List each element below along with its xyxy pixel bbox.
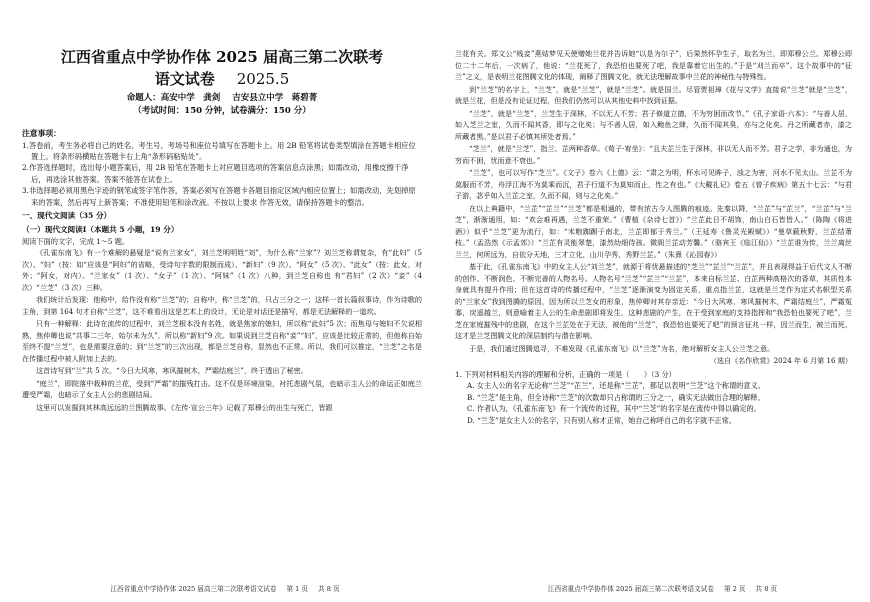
- article-left: [22, 247, 422, 413]
- footer-exam: 江西省重点中学协作体 2025 届高三第二次联考语文试卷: [547, 585, 714, 593]
- article-paragraph: “兰芝”，也可以写作“芝兰”。《文子》卷六《上德》云：“肃之为明，杯水可见眸子，浊之为害，河水不见太山。兰芷不为莫服而不芳，舟浮江海不为莫乘而沉，君子行道不为莫知而止，性之有也。”《大戴礼记》卷五《曾子疾病》第五十七云：“与君子游，苾乎如入兰芷之室，久而不闻，则与之化矣。”: [455, 168, 852, 200]
- article-paragraph: “兰芝”，就是“兰芝”，兰芝生于深林，不以无人不芳；君子修道立德，不为穷困而改节。”《孔子家语·六本》：“与善人居，如入芝兰之室，久而不闻其香，即与之化矣；与不善人居，如入鲍鱼之肆，久而不闻其臭，亦与之化矣。丹之所藏者赤，漆之所藏者黑。”是以君子必慎其所处者焉。”: [455, 108, 852, 141]
- question-option-a: A. 女主人公的名字无论称“兰芝”“芷兰”，还是称“兰芷”，都足以表明“兰芝”这个称谓的意义。: [467, 381, 765, 390]
- question-option-c: C. 作者认为，《孔雀东南飞》有一个流传的过程，其中“兰芝”的名字是在流传中得以确定的。: [467, 404, 761, 414]
- exam-year: 2025.5: [236, 70, 290, 88]
- read-instruction: 阅读下面的文字，完成 1～5 题。: [22, 236, 130, 246]
- right-page: [445, 0, 870, 602]
- exam-subject: [22, 69, 422, 89]
- footer-left: [0, 585, 440, 594]
- author-2: 吉安县立中学 蒋碧菁: [232, 93, 318, 103]
- exam-title: 江西省重点中学协作体 2025 届高三第二次联考: [60, 48, 384, 66]
- article-paragraph: 基于此，《孔雀东南飞》中的女主人公“刘兰芝”，就源于将忧悬描述的“芝兰”“芷兰”“兰芷”，并且表现得益于后代文人不断的创作、不断润色、不断完善的人物名号。人物名号“兰芝”“芷兰”“兰芷”，本来自标兰芷、白芷两种高格次的香草，其质性本身就具有提升作用；但在这首诗的传播过程中，“兰芝”逐渐演变为固定关系，重点指兰芷，这就是兰芝作为定式名帜型关系的“兰家女”我到图腾的原因，因为所以兰芝女的形象，焦仲卿对其存亲近：“今日大风寒，寒风摧树木，严霜结庭兰”，严霜冤寡，戾遥越兰，则意喻着主人公的生命悲剧即将发生，这种悲剧的产生，在于受到家庭的支持指挥和“我恐怕也要死了吧”，兰芝在家庭摧残中的悲剧，在这个兰芷处在于无法，被他的“兰芝”，我恐怕也要死了吧”的预言征兆一样，因兰而生，被兰而死，这才是兰芝图腾文化的深层制约与潜在影响。: [455, 262, 852, 340]
- article-paragraph: 这里可以发掘到其林高远远的兰图腾故事。《左传·宣公三年》记载了郑穆公的出生与死亡，皆跟: [36, 402, 333, 412]
- article-paragraph: 《孔雀东南飞》有一个难解的悬疑是“说有兰家女”，刘兰芝明明姓“刘”，为什么称“兰家”？刘兰芝称谓复杂，有“此妇”（5 次）、“妇”（按：如“应该是“阿妇”的省略，受诗句字数的限制而成）、“新妇”（9 次）、“阿女”（5 次）、“此女”（按：此女，对外；“阿女，对内）、“兰家女”（1 次）、“女子”（1 次）、“阿妹”（1 次）八种，到兰芝自称也 有“君妇”（2 次）“妾”（4 次）“兰芝”（3 次）三种。: [22, 248, 422, 292]
- article-paragraph: “庭兰”，即院落中栽种的兰花，受到“严霜”的摧残打击。这不仅是环境渲染，衬托悲剧气氛，也暗示主人公的命运正如庭兰遭受严霜，也暗示了女主人公的悲剧结局。: [22, 378, 422, 400]
- question-option-b: B. “兰芝”是主角，但全诗称“兰芝”的次数却只占称谓的三分之一，确实无法做出合理的解释。: [467, 392, 765, 402]
- footer-page: 第 2 页: [723, 585, 746, 593]
- section-heading: 一、现代文阅读（35 分）: [22, 210, 112, 220]
- source-note: （选自《名作欣赏》2024 年 6 月第 16 期）: [709, 356, 852, 365]
- note-item: 2.作答选择题时，选出每小题答案后，用 2B 铅笔在答题卡上对应题目选项的答案信息点涂黑；如需改动，用橡皮擦干净后，再选涂其他答案。答案不能答在试卷上。: [22, 163, 409, 184]
- footer-right: [445, 585, 870, 594]
- article-paragraph: 我们统计后发现：他称中，给作没有称“兰芝”的；自称中，称“兰芝”的，只占三分之一；这样一首长篇叙事诗，作为诗歌的主角，到第 164 句才自称“兰芝”，这不难看出这是艺术上的设计，无论是对话还是描写，都是无法解释的一道坎。: [22, 295, 422, 316]
- authors: [22, 92, 422, 105]
- question-1: [455, 369, 852, 427]
- subject-label: 语文试卷: [154, 70, 215, 88]
- article-paragraph: 只有一种解释：此诗在流传的过程中，刘兰芝根本没有名姓，就是焦家的媳妇，所以称“此妇”5 次；而焦母与媳妇不欠说相熟，焦仲卿也说“共事二三年，始尔未为久”，所以称“新妇”9 次。如果说到兰芝自称“妾”“妇”，应该是比较正常的，但他称自始至终不提“兰芝”，也是需要注意的；到“兰芝”的三次出现，都是兰芝自称，显然也不正常。所以，我们可以推定，“兰芝”之名是在传播过程中被人附加上去的。: [22, 319, 422, 363]
- article-paragraph: 这首诗写到“兰”共 5 次。“今日大风寒，寒风摧树木，严霜结庭兰”，终于透出了秘密。: [36, 366, 308, 376]
- footer-page: 第 1 页: [286, 585, 309, 593]
- note-item: 3.非选择题必须用黑色字迹的钢笔或签字笔作答，答案必须写在答题卡各题目指定区域内相应位置上；如需改动，先划掉原来的答案，然后再写上新答案；不准使用铅笔和涂改液。不按以上要求 作答无效，请保持答题卡的整洁。: [22, 186, 416, 207]
- author-1: 命题人：高安中学 龚剑: [126, 93, 221, 103]
- note-item: 1.答卷前，考生务必将自己的姓名、考生号、考场号和座位号填写在答题卡上。用 2B 铅笔将试卷类型填涂在答题卡相应位置上。将条形码横贴在答题卡右上角“条形码粘贴处”。: [22, 140, 416, 161]
- footer-exam: 江西省重点中学协作体 2025 届高三第二次联考语文试卷: [110, 585, 277, 593]
- time-info: （考试时间：150 分钟，试卷满分：150 分）: [133, 106, 311, 116]
- article-paragraph: 到“兰芝”的名字上，“兰芝”，就是“兰芝”，就是“兰芝”。就是国兰。尽管贾祖璋《花与文学》直接说“兰芝”就是“兰芝”，就是兰花，但是没有论证过程，但我们仍然可以从其他史料中找到证据。: [455, 84, 852, 105]
- notes-heading: 注意事项：: [22, 129, 61, 138]
- footer-total: 共 8 页: [318, 585, 340, 593]
- article-paragraph: 于是，我们通过图腾追寻，不难发现《孔雀东南飞》以“兰芝”为名，绝对解析女主人公兰芝之意。: [469, 343, 775, 353]
- question-option-d: D. “兰芝”是女主人公的名字，只有别人称才正常，她自己称呼自己的名字就不正常。: [467, 415, 736, 425]
- article-paragraph: “芝兰”，就是“兰芝”，指兰、芷两种香草。《荀子·宥坐》：“且夫芷兰生于深林，非以无人而不芳。君子之学，非为通也，为穷而不困，忧而意不衰也。”: [455, 144, 852, 165]
- article-right: [455, 48, 852, 354]
- subsection-heading: （一）现代文阅读Ⅰ（本题共 5 小题，19 分）: [22, 224, 179, 234]
- notes-list: [22, 140, 422, 208]
- article-paragraph: 兰花有关。郑文公“贱妾”燕姞梦见天使赠她兰花并告诉她“以是为尔子”，后果然怀孕生子，取名为兰，即郑穆公兰。郑穆公即位二十二年后，一次病了，他说：“兰花死了，我恐怕也要死了吧，我是靠着它出生的。”于是“刈兰而卒”。这个故事中的“征兰”之义，是表明兰花图腾文化的体现，阐释了图腾文化，就无法理解故事中兰花的神秘性与特殊性。: [455, 49, 852, 81]
- article-paragraph: 在以上典籍中，“兰芷”“芷兰”“兰芝”都是相通的，带有浓古今人图腾的痕迹。先秦以降，“兰芷”与“芷兰”，“兰芷”与“兰芝”，渐渐通用，如：“欢会难再遇，兰芝不重荣。”（曹植《杂诗七首》）“兰芷此日不胡饰，南山白石皆皆人。”（陈陶《将进酒》）似乎“兰芝”更为流行，如：“米粮踟蹰于南北，兰芷即郁于秀兰。”（王延寿《鲁灵光殿赋》）“曼草蔽秋野，兰芷结萧枝。”（盂浩然《示孟郊》）“兰芷有灵能翠楚，漆然幼细侍孩。微阁兰芷动芳馨。”（骆宾王《临江仙》）“兰芷谁为传，兰兰离丝兰兰，何所远为，自依分天地，三才立化，山川孕秀，秀野兰芷。”（朱熹《沁园春》）: [455, 203, 852, 259]
- question-stem: 1. 下列对材料相关内容的理解和分析，正确的一项是（ ）（3 分）: [455, 369, 676, 379]
- footer-total: 共 8 页: [755, 585, 778, 593]
